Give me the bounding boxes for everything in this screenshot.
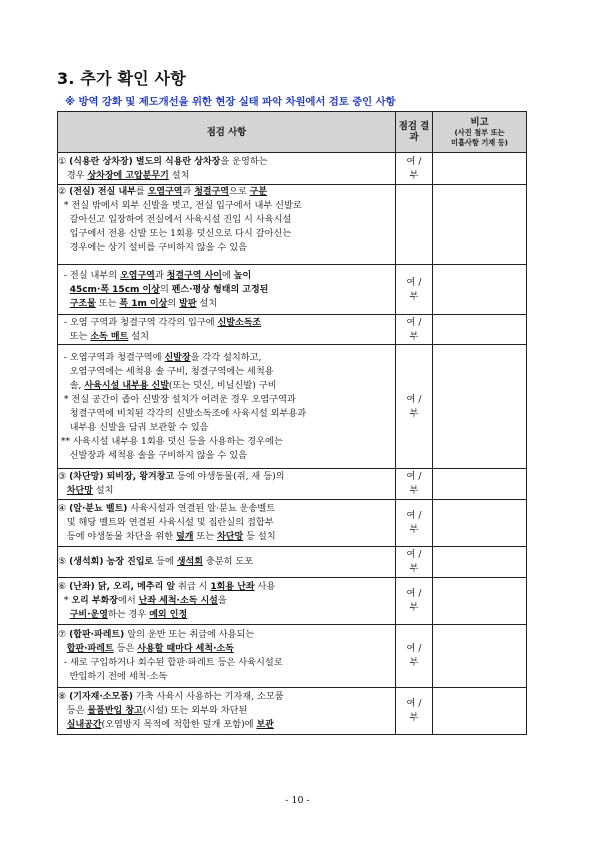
result-cell[interactable]: 여 / 부 — [396, 500, 433, 547]
table-row — [58, 625, 527, 688]
item-text: - 오염구역과 청결구역에 신발장을 각각 설치하고, 오염구역에는 세척용 솔 구비, 청결구역에는 세척용 솔, 사육시설 내부용 신발(또는 덧신, 비닐신발) 구비 * 전실 공간이 좁아 신발장 설치가 어려운 경우 오염구역과 청결구역에 비치된 각각의 신발소독조에 사육시설 외부용과 내부용 신발을 담궈 보관할 수 있음 ** 사육시설 내부용 1회용 덧신 등을 사용하는 경우에는 신발장과 세척용 솔을 구비하지 않을 수 있음 — [58, 345, 396, 469]
table-row — [58, 153, 527, 185]
remark-cell[interactable] — [433, 469, 527, 500]
item-text: ② (전실) 전실 내부를 오염구역과 청결구역으로 구분 * 전실 밖에서 외부 신발을 벗고, 전실 입구에서 내부 신발로 갈아신고 입장하여 전실에서 사육시설 진입 시 사육시설 입구에서 전용 신발 또는 1회용 덧신으로 다시 갈아신는 경우에는 상기 설비를 구비하지 않을 수 있음 — [58, 185, 396, 265]
item-text: ⑦ (합판·파레트) 알의 운반 또는 취급에 사용되는 합판·파레트 등은 사용할 때마다 세척·소독 - 새로 구입하거나 회수된 합판·파레트 등은 사육시설로 반입하기 전에 세척·소독 — [58, 625, 396, 688]
result-cell[interactable]: 여 / 부 — [396, 265, 433, 315]
item-text: - 오염 구역과 청결구역 각각의 입구에 신발소독조 또는 소독 매트 설치 — [58, 315, 396, 345]
checklist-table — [57, 111, 527, 735]
notice-text: ※ 방역 강화 및 제도개선을 위한 현장 실태 파악 차원에서 검토 중인 사항 — [65, 96, 396, 108]
remark-cell[interactable] — [433, 345, 527, 469]
item-text: ⑤ (생석회) 농장 진입로 등에 생석회 충분히 도포 — [58, 547, 396, 578]
table-row — [58, 578, 527, 625]
item-text: ① (식용란 상차장) 별도의 식용란 상차장을 운영하는 경우 상차장에 고압분무기 설치 — [58, 153, 396, 185]
table-row — [58, 345, 527, 469]
page-number: - 10 - — [285, 795, 310, 806]
item-text: ⑧ (기자재·소모품) 가축 사육시 사용하는 기자재, 소모품 등은 물품반입 창고(시설) 또는 외부와 차단된 실내공간(오염방지 목적에 적합한 덮개 포함)에 보관 — [58, 688, 396, 735]
result-cell[interactable]: 여 / 부 — [396, 578, 433, 625]
result-cell[interactable]: 여 / 부 — [396, 469, 433, 500]
header-remark — [433, 112, 527, 153]
result-cell[interactable]: 여 / 부 — [396, 315, 433, 345]
result-cell[interactable]: 여 / 부 — [396, 688, 433, 735]
header-result: 점검 결과 — [396, 112, 433, 153]
header-remark-sub1: (사진 첨부 또는 — [454, 127, 505, 137]
remark-cell[interactable] — [433, 625, 527, 688]
remark-cell[interactable] — [433, 153, 527, 185]
header-item: 점검 사항 — [58, 112, 396, 153]
result-cell[interactable]: 여 / 부 — [396, 153, 433, 185]
item-text: ④ (알·분뇨 벨트) 사육시설과 연결된 알·분뇨 운송벨트 및 해당 벨트와 연결된 사육시설 및 집란실의 접합부 등에 야생동물 차단을 위한 덮개 또는 차단망 등 설치 — [58, 500, 396, 547]
result-cell[interactable] — [396, 185, 433, 265]
item-text: ③ (차단망) 퇴비장, 왕겨창고 등에 야생동물(쥐, 새 등)의 차단망 설치 — [58, 469, 396, 500]
remark-cell[interactable] — [433, 185, 527, 265]
remark-cell[interactable] — [433, 500, 527, 547]
remark-cell[interactable] — [433, 688, 527, 735]
header-remark-title: 비고 — [470, 116, 489, 128]
item-text: - 전실 내부의 오염구역과 청결구역 사이에 높이 45cm·폭 15cm 이상의 펜스·평상 형태의 고정된 구조물 또는 폭 1m 이상의 발판 설치 — [58, 265, 396, 315]
section-title: 3. 추가 확인 사항 — [57, 69, 186, 88]
remark-cell[interactable] — [433, 265, 527, 315]
result-cell[interactable]: 여 / 부 — [396, 345, 433, 469]
table-row — [58, 315, 527, 345]
item-text: ⑥ (난좌) 닭, 오리, 메추리 알 취급 시 1회용 난좌 사용 * 오리 부화장에서 난좌 세척·소독 시설을 구비·운영하는 경우 예외 인정 — [58, 578, 396, 625]
result-cell[interactable]: 여 / 부 — [396, 625, 433, 688]
table-row — [58, 547, 527, 578]
remark-cell[interactable] — [433, 578, 527, 625]
header-remark-sub2: 미흡사항 기재 등) — [451, 137, 508, 147]
result-cell[interactable]: 여 / 부 — [396, 547, 433, 578]
table-row — [58, 185, 527, 265]
table-header-row — [58, 112, 527, 153]
remark-cell[interactable] — [433, 547, 527, 578]
table-row — [58, 469, 527, 500]
table-row — [58, 265, 527, 315]
remark-cell[interactable] — [433, 315, 527, 345]
table-row — [58, 688, 527, 735]
table-row — [58, 500, 527, 547]
